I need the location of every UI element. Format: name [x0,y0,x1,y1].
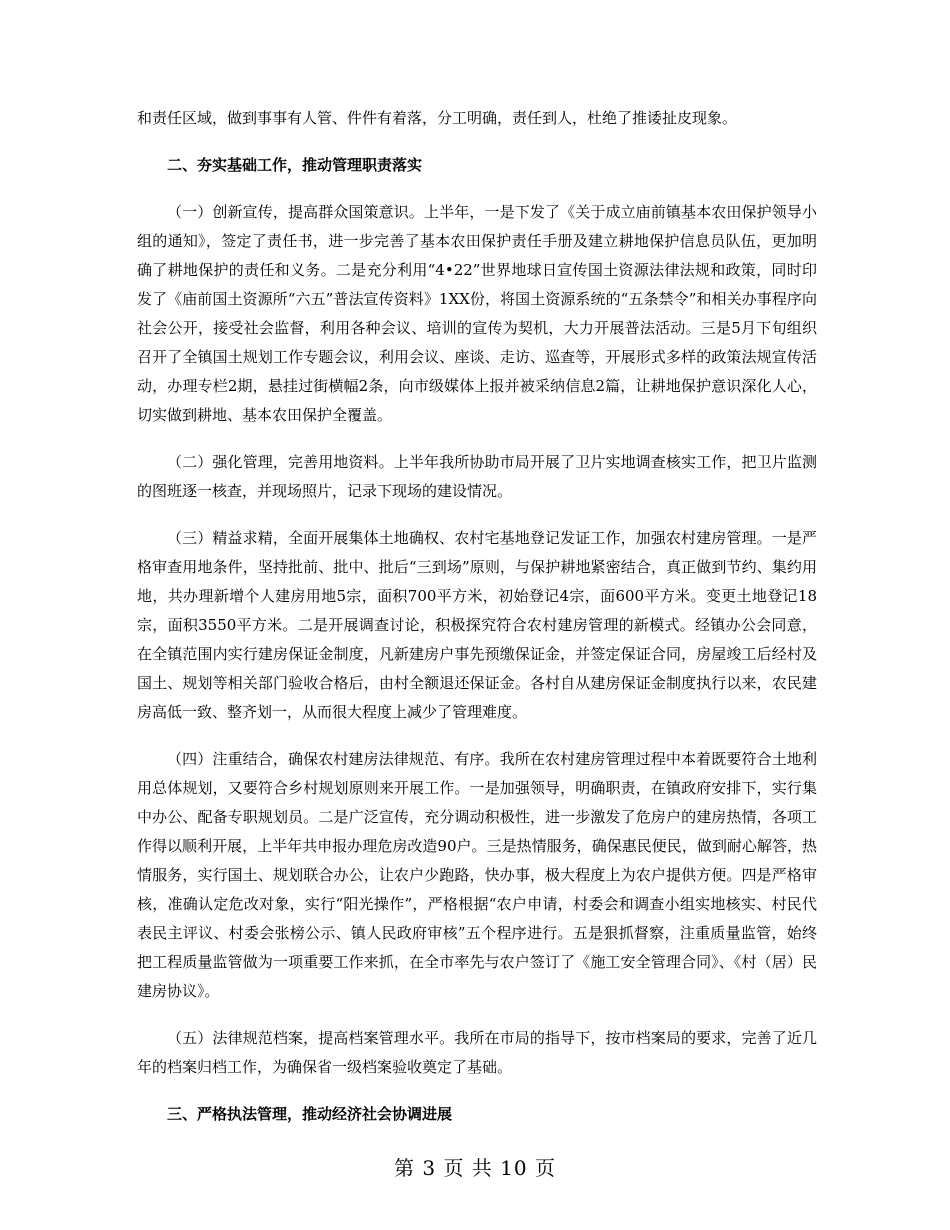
paragraph-5: （五）法律规范档案，提高档案管理水平。我所在市局的指导下，按市档案局的要求，完善了近几年的档案归档工作，为确保省一级档案验收奠定了基础。 [137,1029,817,1076]
paragraph-3: （三）精益求精，全面开展集体土地确权、农村宅基地登记发证工作，加强农村建房管理。一是严格审查用地条件，坚持批前、批中、批后“三到场”原则，与保护耕地紧密结合，真正做到节约、集约用地，共办理新增个人建房用地5宗，面积700平方米，初始登记4宗，面600平方米。变更土地登记18宗，面积3550平方米。二是开展调查讨论，积极探究符合农村建房管理的新模式。经镇办公会同意，在全镇范围内实行建房保证金制度，凡新建房户事先预缴保证金，并签定保证合同，房屋竣工后经村及国土、规划等相关部门验收合格后，由村全额退还保证金。各村自从建房保证金制度执行以来，农民建房高低一致、整齐划一，从而很大程度上减少了管理难度。 [137,529,817,721]
intro-fragment: 和责任区域，做到事事有人管、件件有着落，分工明确，责任到人，杜绝了推诿扯皮现象。 [137,109,738,127]
paragraph-4: （四）注重结合，确保农村建房法律规范、有序。我所在农村建房管理过程中本着既要符合土地利用总体规划，又要符合乡村规划原则来开展工作。一是加强领导，明确职责，在镇政府安排下，实行集中办公、配备专职规划员。二是广泛宣传，充分调动积极性，进一步激发了危房户的建房热情，各项工作得以顺利开展，上半年共申报办理危房改造90户。三是热情服务，确保惠民便民，做到耐心解答，热情服务，实行国土、规划联合办公，让农户少跑路，快办事，极大程度上为农户提供方便。四是严格审核，准确认定危改对象，实行“阳光操作”，严格根据“农户申请，村委会和调查小组实地核实、村民代表民主评议、村委会张榜公示、镇人民政府审核”五个程序进行。五是狠抓督察，注重质量监管，始终把工程质量监管做为一项重要工作来抓，在全市率先与农户签订了《施工安全管理合同》、《村（居）民建房协议》。 [137,750,817,1000]
section-3-heading: 三、严格执法管理，推动经济社会协调进展 [167,1105,453,1123]
paragraph-1: （一）创新宣传，提高群众国策意识。上半年，一是下发了《关于成立庙前镇基本农田保护领导小组的通知》，签定了责任书，进一步完善了基本农田保护责任手册及建立耕地保护信息员队伍，更加明确了耕地保护的责任和义务。二是充分利用“4•22”世界地球日宣传国土资源法律法规和政策，同时印发了《庙前国土资源所“六五”普法宣传资料》1XX份，将国土资源系统的“五条禁令”和相关办事程序向社会公开，接受社会监督，利用各种会议、培训的宣传为契机，大力开展普法活动。三是5月下旬组织召开了全镇国土规划工作专题会议，利用会议、座谈、走访、巡查等，开展形式多样的政策法规宣传活动，办理专栏2期，悬挂过街横幅2条，向市级媒体上报并被采纳信息2篇，让耕地保护意识深化人心，切实做到耕地、基本农田保护全覆盖。 [137,203,817,424]
page-number-footer: 第 3 页 共 10 页 [394,1156,556,1180]
document-body [137,104,817,1147]
section-2-heading: 二、夯实基础工作，推动管理职责落实 [167,156,423,174]
paragraph-2: （二）强化管理，完善用地资料。上半年我所协助市局开展了卫片实地调查核实工作，把卫片监测的图班逐一核查，并现场照片，记录下现场的建设情况。 [137,453,817,500]
